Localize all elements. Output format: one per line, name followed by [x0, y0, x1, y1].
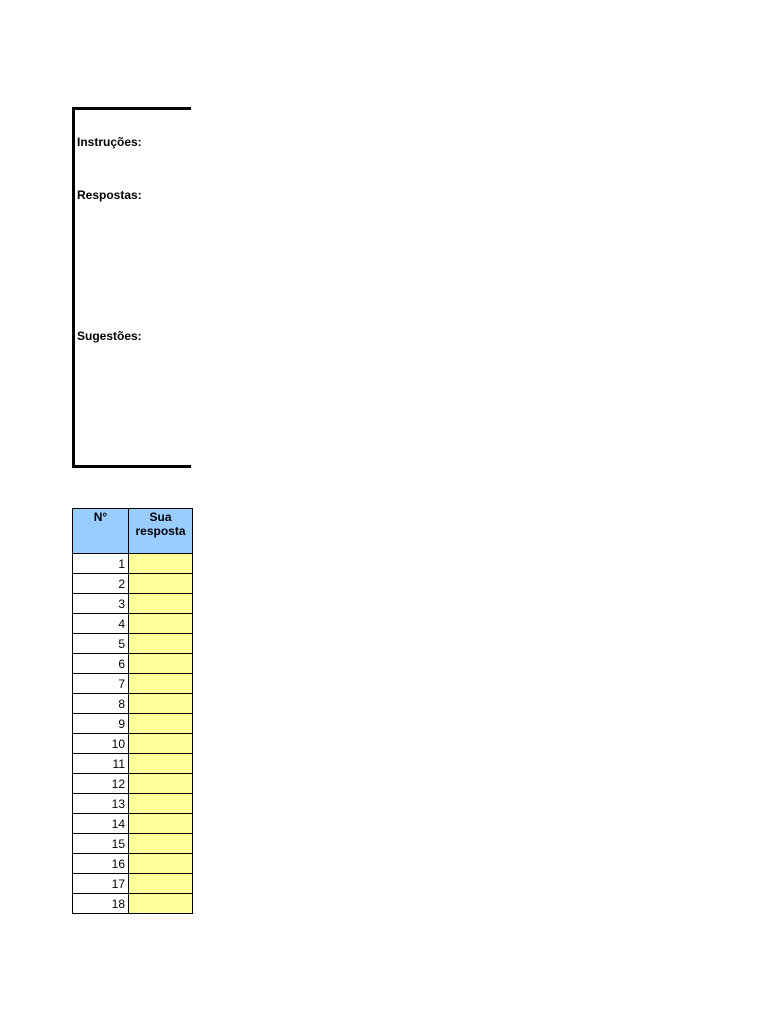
question-number-cell: 2: [73, 574, 129, 594]
instructions-label: Instruções:: [77, 135, 142, 149]
info-box: [72, 107, 191, 468]
answer-input-cell[interactable]: [129, 734, 193, 754]
answer-input-cell[interactable]: [129, 894, 193, 914]
table-row: [73, 734, 193, 754]
answer-input-cell[interactable]: [129, 654, 193, 674]
answer-input-cell[interactable]: [129, 754, 193, 774]
answer-input-cell[interactable]: [129, 674, 193, 694]
table-row: [73, 694, 193, 714]
answer-column-header: [129, 509, 193, 554]
answer-input-cell[interactable]: [129, 714, 193, 734]
answer-table: [72, 508, 193, 914]
table-row: [73, 814, 193, 834]
answer-input-cell[interactable]: [129, 574, 193, 594]
answers-label: Respostas:: [77, 188, 142, 202]
answer-rows: [73, 554, 193, 914]
number-column-header: N°: [73, 509, 129, 554]
table-row: [73, 794, 193, 814]
answer-input-cell[interactable]: [129, 694, 193, 714]
table-row: [73, 614, 193, 634]
question-number-cell: 17: [73, 874, 129, 894]
question-number-cell: 7: [73, 674, 129, 694]
table-row: [73, 894, 193, 914]
question-number-cell: 9: [73, 714, 129, 734]
table-row: [73, 774, 193, 794]
question-number-cell: 10: [73, 734, 129, 754]
answer-input-cell[interactable]: [129, 814, 193, 834]
table-row: [73, 714, 193, 734]
question-number-cell: 8: [73, 694, 129, 714]
table-row: [73, 834, 193, 854]
question-number-cell: 12: [73, 774, 129, 794]
answer-table-header: [73, 509, 193, 554]
question-number-cell: 3: [73, 594, 129, 614]
question-number-cell: 6: [73, 654, 129, 674]
table-row: [73, 594, 193, 614]
question-number-cell: 15: [73, 834, 129, 854]
table-row: [73, 674, 193, 694]
table-row: [73, 874, 193, 894]
question-number-cell: 18: [73, 894, 129, 914]
answer-header-line2: resposta: [135, 524, 186, 538]
answer-input-cell[interactable]: [129, 614, 193, 634]
question-number-cell: 1: [73, 554, 129, 574]
table-row: [73, 754, 193, 774]
answer-input-cell[interactable]: [129, 594, 193, 614]
question-number-cell: 13: [73, 794, 129, 814]
question-number-cell: 16: [73, 854, 129, 874]
table-row: [73, 634, 193, 654]
answer-input-cell[interactable]: [129, 554, 193, 574]
suggestions-label: Sugestões:: [77, 329, 142, 343]
answer-input-cell[interactable]: [129, 874, 193, 894]
table-row: [73, 574, 193, 594]
question-number-cell: 11: [73, 754, 129, 774]
answer-input-cell[interactable]: [129, 794, 193, 814]
answer-input-cell[interactable]: [129, 854, 193, 874]
answer-input-cell[interactable]: [129, 774, 193, 794]
answer-input-cell[interactable]: [129, 834, 193, 854]
question-number-cell: 5: [73, 634, 129, 654]
table-row: [73, 554, 193, 574]
table-row: [73, 854, 193, 874]
question-number-cell: 4: [73, 614, 129, 634]
answer-input-cell[interactable]: [129, 634, 193, 654]
question-number-cell: 14: [73, 814, 129, 834]
table-row: [73, 654, 193, 674]
answer-header-line1: Sua: [149, 510, 172, 524]
